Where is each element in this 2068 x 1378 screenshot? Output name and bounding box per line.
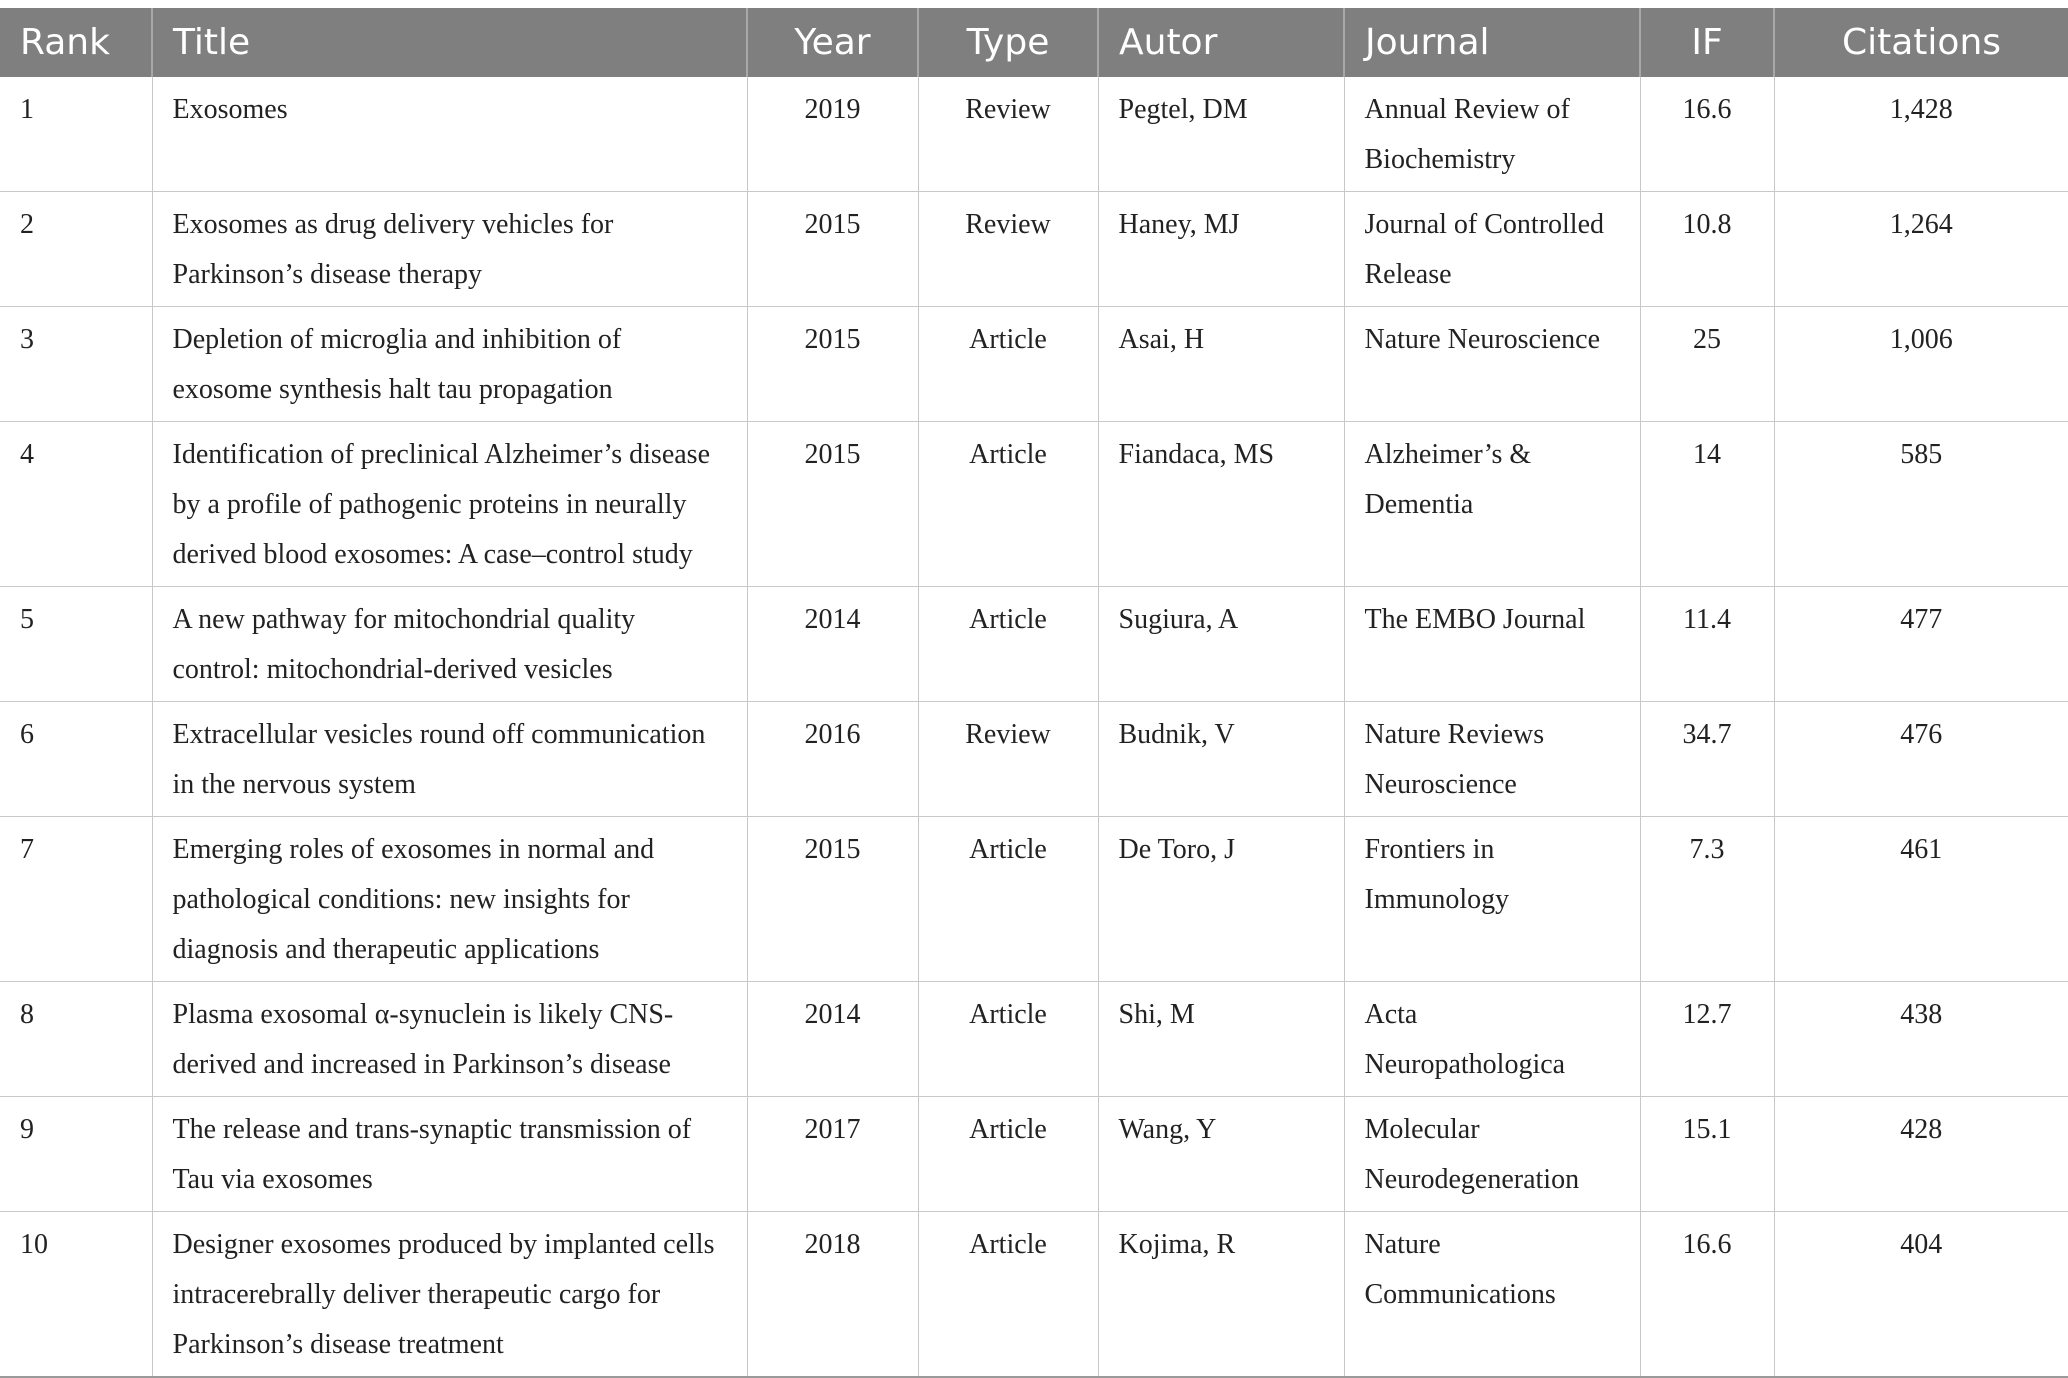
cell-impact-factor: 11.4: [1640, 587, 1774, 702]
header-autor: Autor: [1098, 8, 1344, 77]
header-title: Title: [152, 8, 747, 77]
cell-journal: Nature Reviews Neuroscience: [1344, 702, 1640, 817]
cell-title: Identification of preclinical Alzheimer’s disease by a profile of pathogenic proteins in neurally derived blood exosomes: A case–control study: [152, 422, 747, 587]
cell-title: Designer exosomes produced by implanted cells intracerebrally deliver therapeutic cargo for Parkinson’s disease treatment: [152, 1212, 747, 1378]
table-body: [0, 77, 2068, 1377]
cell-rank: 9: [0, 1097, 152, 1212]
cell-impact-factor: 25: [1640, 307, 1774, 422]
cell-title: Depletion of microglia and inhibition of exosome synthesis halt tau propagation: [152, 307, 747, 422]
cell-citations: 477: [1774, 587, 2068, 702]
cell-rank: 7: [0, 817, 152, 982]
cell-rank: 3: [0, 307, 152, 422]
cell-journal: Alzheimer’s & Dementia: [1344, 422, 1640, 587]
cell-type: Article: [918, 1212, 1098, 1378]
cell-type: Article: [918, 982, 1098, 1097]
table-row: [0, 192, 2068, 307]
cell-type: Article: [918, 817, 1098, 982]
cell-citations: 438: [1774, 982, 2068, 1097]
cell-impact-factor: 14: [1640, 422, 1774, 587]
table-row: [0, 422, 2068, 587]
table-row: [0, 702, 2068, 817]
header-citations: Citations: [1774, 8, 2068, 77]
cell-journal: Molecular Neurodegeneration: [1344, 1097, 1640, 1212]
cell-impact-factor: 10.8: [1640, 192, 1774, 307]
cell-rank: 8: [0, 982, 152, 1097]
cell-citations: 476: [1774, 702, 2068, 817]
cell-author: Fiandaca, MS: [1098, 422, 1344, 587]
cell-impact-factor: 12.7: [1640, 982, 1774, 1097]
cell-type: Article: [918, 1097, 1098, 1212]
cell-rank: 2: [0, 192, 152, 307]
table-row: [0, 1097, 2068, 1212]
cell-author: De Toro, J: [1098, 817, 1344, 982]
cell-citations: 404: [1774, 1212, 2068, 1378]
table-container: [0, 8, 2068, 1378]
cell-rank: 5: [0, 587, 152, 702]
table-header: [0, 8, 2068, 77]
cell-type: Review: [918, 192, 1098, 307]
cell-journal: Nature Neuroscience: [1344, 307, 1640, 422]
cell-impact-factor: 16.6: [1640, 1212, 1774, 1378]
cell-year: 2017: [747, 1097, 918, 1212]
cell-title: A new pathway for mitochondrial quality control: mitochondrial-derived vesicles: [152, 587, 747, 702]
cell-citations: 428: [1774, 1097, 2068, 1212]
cell-rank: 6: [0, 702, 152, 817]
cell-title: The release and trans-synaptic transmission of Tau via exosomes: [152, 1097, 747, 1212]
header-year: Year: [747, 8, 918, 77]
cell-citations: 1,428: [1774, 77, 2068, 192]
cell-author: Asai, H: [1098, 307, 1344, 422]
header-type: Type: [918, 8, 1098, 77]
cell-author: Shi, M: [1098, 982, 1344, 1097]
cell-year: 2014: [747, 982, 918, 1097]
cell-impact-factor: 7.3: [1640, 817, 1774, 982]
cell-journal: Annual Review of Biochemistry: [1344, 77, 1640, 192]
cell-author: Budnik, V: [1098, 702, 1344, 817]
table-row: [0, 817, 2068, 982]
cell-author: Pegtel, DM: [1098, 77, 1344, 192]
cell-year: 2015: [747, 422, 918, 587]
cell-title: Exosomes as drug delivery vehicles for Parkinson’s disease therapy: [152, 192, 747, 307]
cell-type: Article: [918, 307, 1098, 422]
top-cited-papers-table: [0, 8, 2068, 1378]
cell-year: 2015: [747, 192, 918, 307]
cell-journal: Frontiers in Immunology: [1344, 817, 1640, 982]
cell-author: Kojima, R: [1098, 1212, 1344, 1378]
table-row: [0, 982, 2068, 1097]
cell-year: 2015: [747, 307, 918, 422]
cell-year: 2014: [747, 587, 918, 702]
cell-rank: 10: [0, 1212, 152, 1378]
table-row: [0, 307, 2068, 422]
cell-citations: 585: [1774, 422, 2068, 587]
cell-type: Review: [918, 77, 1098, 192]
header-journal: Journal: [1344, 8, 1640, 77]
cell-rank: 4: [0, 422, 152, 587]
cell-year: 2016: [747, 702, 918, 817]
cell-rank: 1: [0, 77, 152, 192]
cell-citations: 1,264: [1774, 192, 2068, 307]
header-rank: Rank: [0, 8, 152, 77]
cell-author: Haney, MJ: [1098, 192, 1344, 307]
cell-journal: Journal of Controlled Release: [1344, 192, 1640, 307]
cell-journal: The EMBO Journal: [1344, 587, 1640, 702]
cell-title: Extracellular vesicles round off communication in the nervous system: [152, 702, 747, 817]
table-row: [0, 587, 2068, 702]
cell-year: 2018: [747, 1212, 918, 1378]
table-row: [0, 1212, 2068, 1378]
cell-author: Sugiura, A: [1098, 587, 1344, 702]
cell-impact-factor: 34.7: [1640, 702, 1774, 817]
cell-impact-factor: 15.1: [1640, 1097, 1774, 1212]
cell-journal: Nature Communications: [1344, 1212, 1640, 1378]
cell-type: Review: [918, 702, 1098, 817]
header-if: IF: [1640, 8, 1774, 77]
cell-title: Emerging roles of exosomes in normal and pathological conditions: new insights for diagnosis and therapeutic applications: [152, 817, 747, 982]
cell-year: 2015: [747, 817, 918, 982]
cell-author: Wang, Y: [1098, 1097, 1344, 1212]
cell-type: Article: [918, 422, 1098, 587]
cell-title: Exosomes: [152, 77, 747, 192]
cell-journal: Acta Neuropathologica: [1344, 982, 1640, 1097]
cell-type: Article: [918, 587, 1098, 702]
cell-impact-factor: 16.6: [1640, 77, 1774, 192]
table-row: [0, 77, 2068, 192]
cell-citations: 461: [1774, 817, 2068, 982]
cell-citations: 1,006: [1774, 307, 2068, 422]
header-row: [0, 8, 2068, 77]
cell-year: 2019: [747, 77, 918, 192]
cell-title: Plasma exosomal α-synuclein is likely CNS-derived and increased in Parkinson’s disease: [152, 982, 747, 1097]
